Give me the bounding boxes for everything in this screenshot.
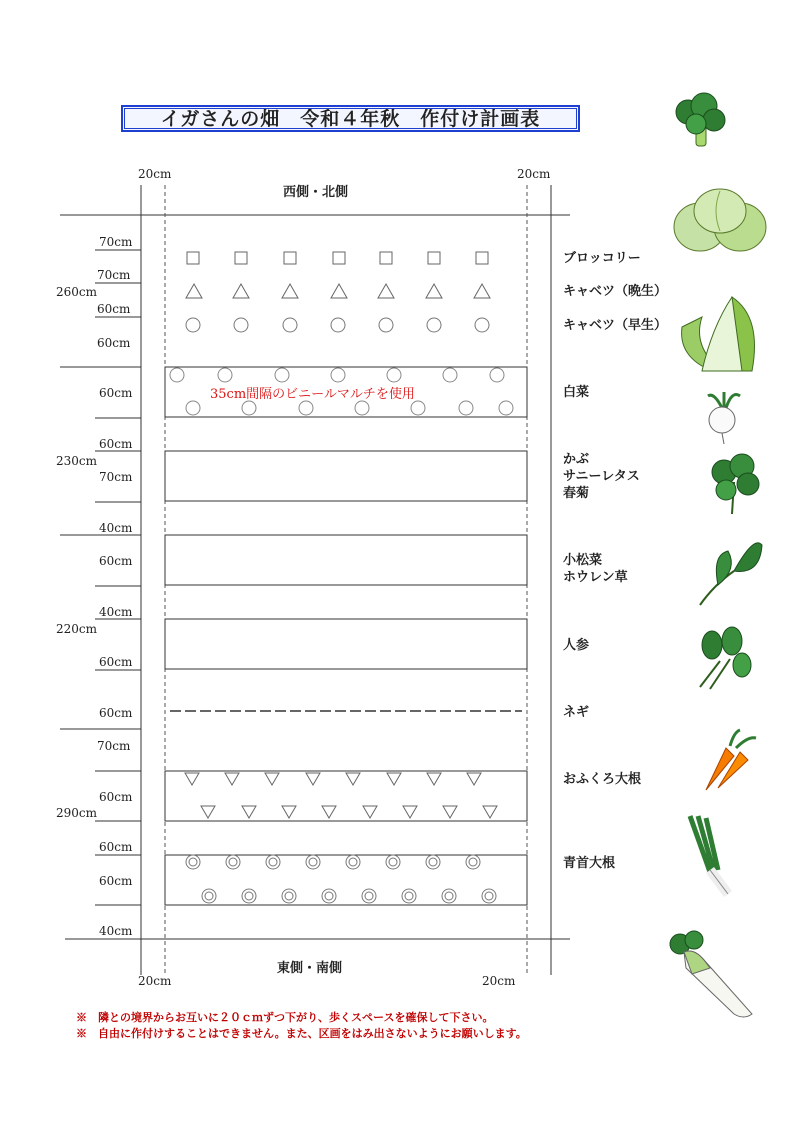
top-right-margin-label: 20cm (517, 167, 551, 181)
dim-label: 60cm (97, 336, 131, 350)
dim-label: 60cm (99, 790, 133, 804)
hakusai-icon (672, 287, 768, 375)
dim-label: 40cm (99, 521, 133, 535)
crop-label-spinach: ホウレン草 (563, 570, 628, 585)
broccoli-icon (670, 92, 730, 150)
page-title: イガさんの畑 令和４年秋 作付け計画表 (121, 105, 580, 132)
south-side-label: 東側・南側 (277, 961, 343, 976)
carrot-icon (696, 728, 762, 794)
negi-icon (680, 812, 742, 898)
aokubi-daikon-markers (186, 855, 496, 903)
crop-label-ofukuro-daikon: おふくろ大根 (563, 772, 642, 787)
dim-label: 70cm (99, 470, 133, 484)
crop-label-hakusai: 白菜 (563, 385, 590, 400)
dim-label: 70cm (97, 739, 131, 753)
turnip-icon (694, 390, 754, 446)
spinach-icon (694, 535, 766, 607)
dim-label: 70cm (97, 268, 131, 282)
cabbage-early-markers (186, 318, 489, 332)
north-side-label: 西側・北側 (283, 185, 349, 200)
crop-label-broccoli: ブロッコリー (563, 251, 641, 266)
group-dim-label: 260cm (56, 285, 98, 299)
crop-label-sunny-lettuce: サニーレタス (563, 469, 640, 484)
dim-label: 60cm (97, 302, 131, 316)
crop-label-cabbage-early: キャベツ（早生） (563, 318, 668, 333)
dim-label: 40cm (99, 605, 133, 619)
bottom-left-margin-label: 20cm (138, 974, 172, 988)
dim-label: 60cm (99, 386, 133, 400)
crop-label-shungiku: 春菊 (563, 486, 590, 501)
broccoli-markers (187, 252, 488, 264)
dim-label: 60cm (99, 874, 133, 888)
top-left-margin-label: 20cm (138, 167, 172, 181)
crop-label-komatsuna: 小松菜 (563, 553, 603, 568)
group-dim-label: 230cm (56, 454, 98, 468)
cabbage-icon (672, 183, 768, 255)
dim-label: 70cm (99, 235, 133, 249)
crop-label-carrot: 人参 (563, 638, 590, 653)
bottom-right-margin-label: 20cm (482, 974, 516, 988)
dim-label: 60cm (99, 840, 133, 854)
crop-label-aokubi-daikon: 青首大根 (563, 856, 616, 871)
dim-label: 60cm (99, 655, 133, 669)
shungiku-icon (704, 452, 768, 516)
crop-label-cabbage-late: キャベツ（晩生） (563, 284, 668, 299)
cabbage-late-markers (186, 284, 490, 298)
crop-label-negi: ネギ (563, 705, 590, 720)
dim-label: 60cm (99, 554, 133, 568)
footer-note: ※ 隣との境界からお互いに２０ｃｍずつ下がり、歩くスペースを確保して下さい。 (76, 1011, 494, 1024)
daikon-icon (664, 930, 756, 1020)
ofukuro-daikon-markers (185, 773, 497, 818)
komatsuna-icon (690, 625, 756, 691)
dim-label: 60cm (99, 706, 133, 720)
mulch-note: 35cm間隔のビニールマルチを使用 (210, 387, 415, 402)
group-dim-label: 220cm (56, 622, 98, 636)
dim-label: 40cm (99, 924, 133, 938)
footer-note: ※ 自由に作付けすることはできません。また、区画をはみ出さないようにお願いします。 (76, 1027, 527, 1040)
group-dim-label: 290cm (56, 806, 98, 820)
crop-label-kabu: かぶ (563, 452, 590, 467)
dim-label: 60cm (99, 437, 133, 451)
